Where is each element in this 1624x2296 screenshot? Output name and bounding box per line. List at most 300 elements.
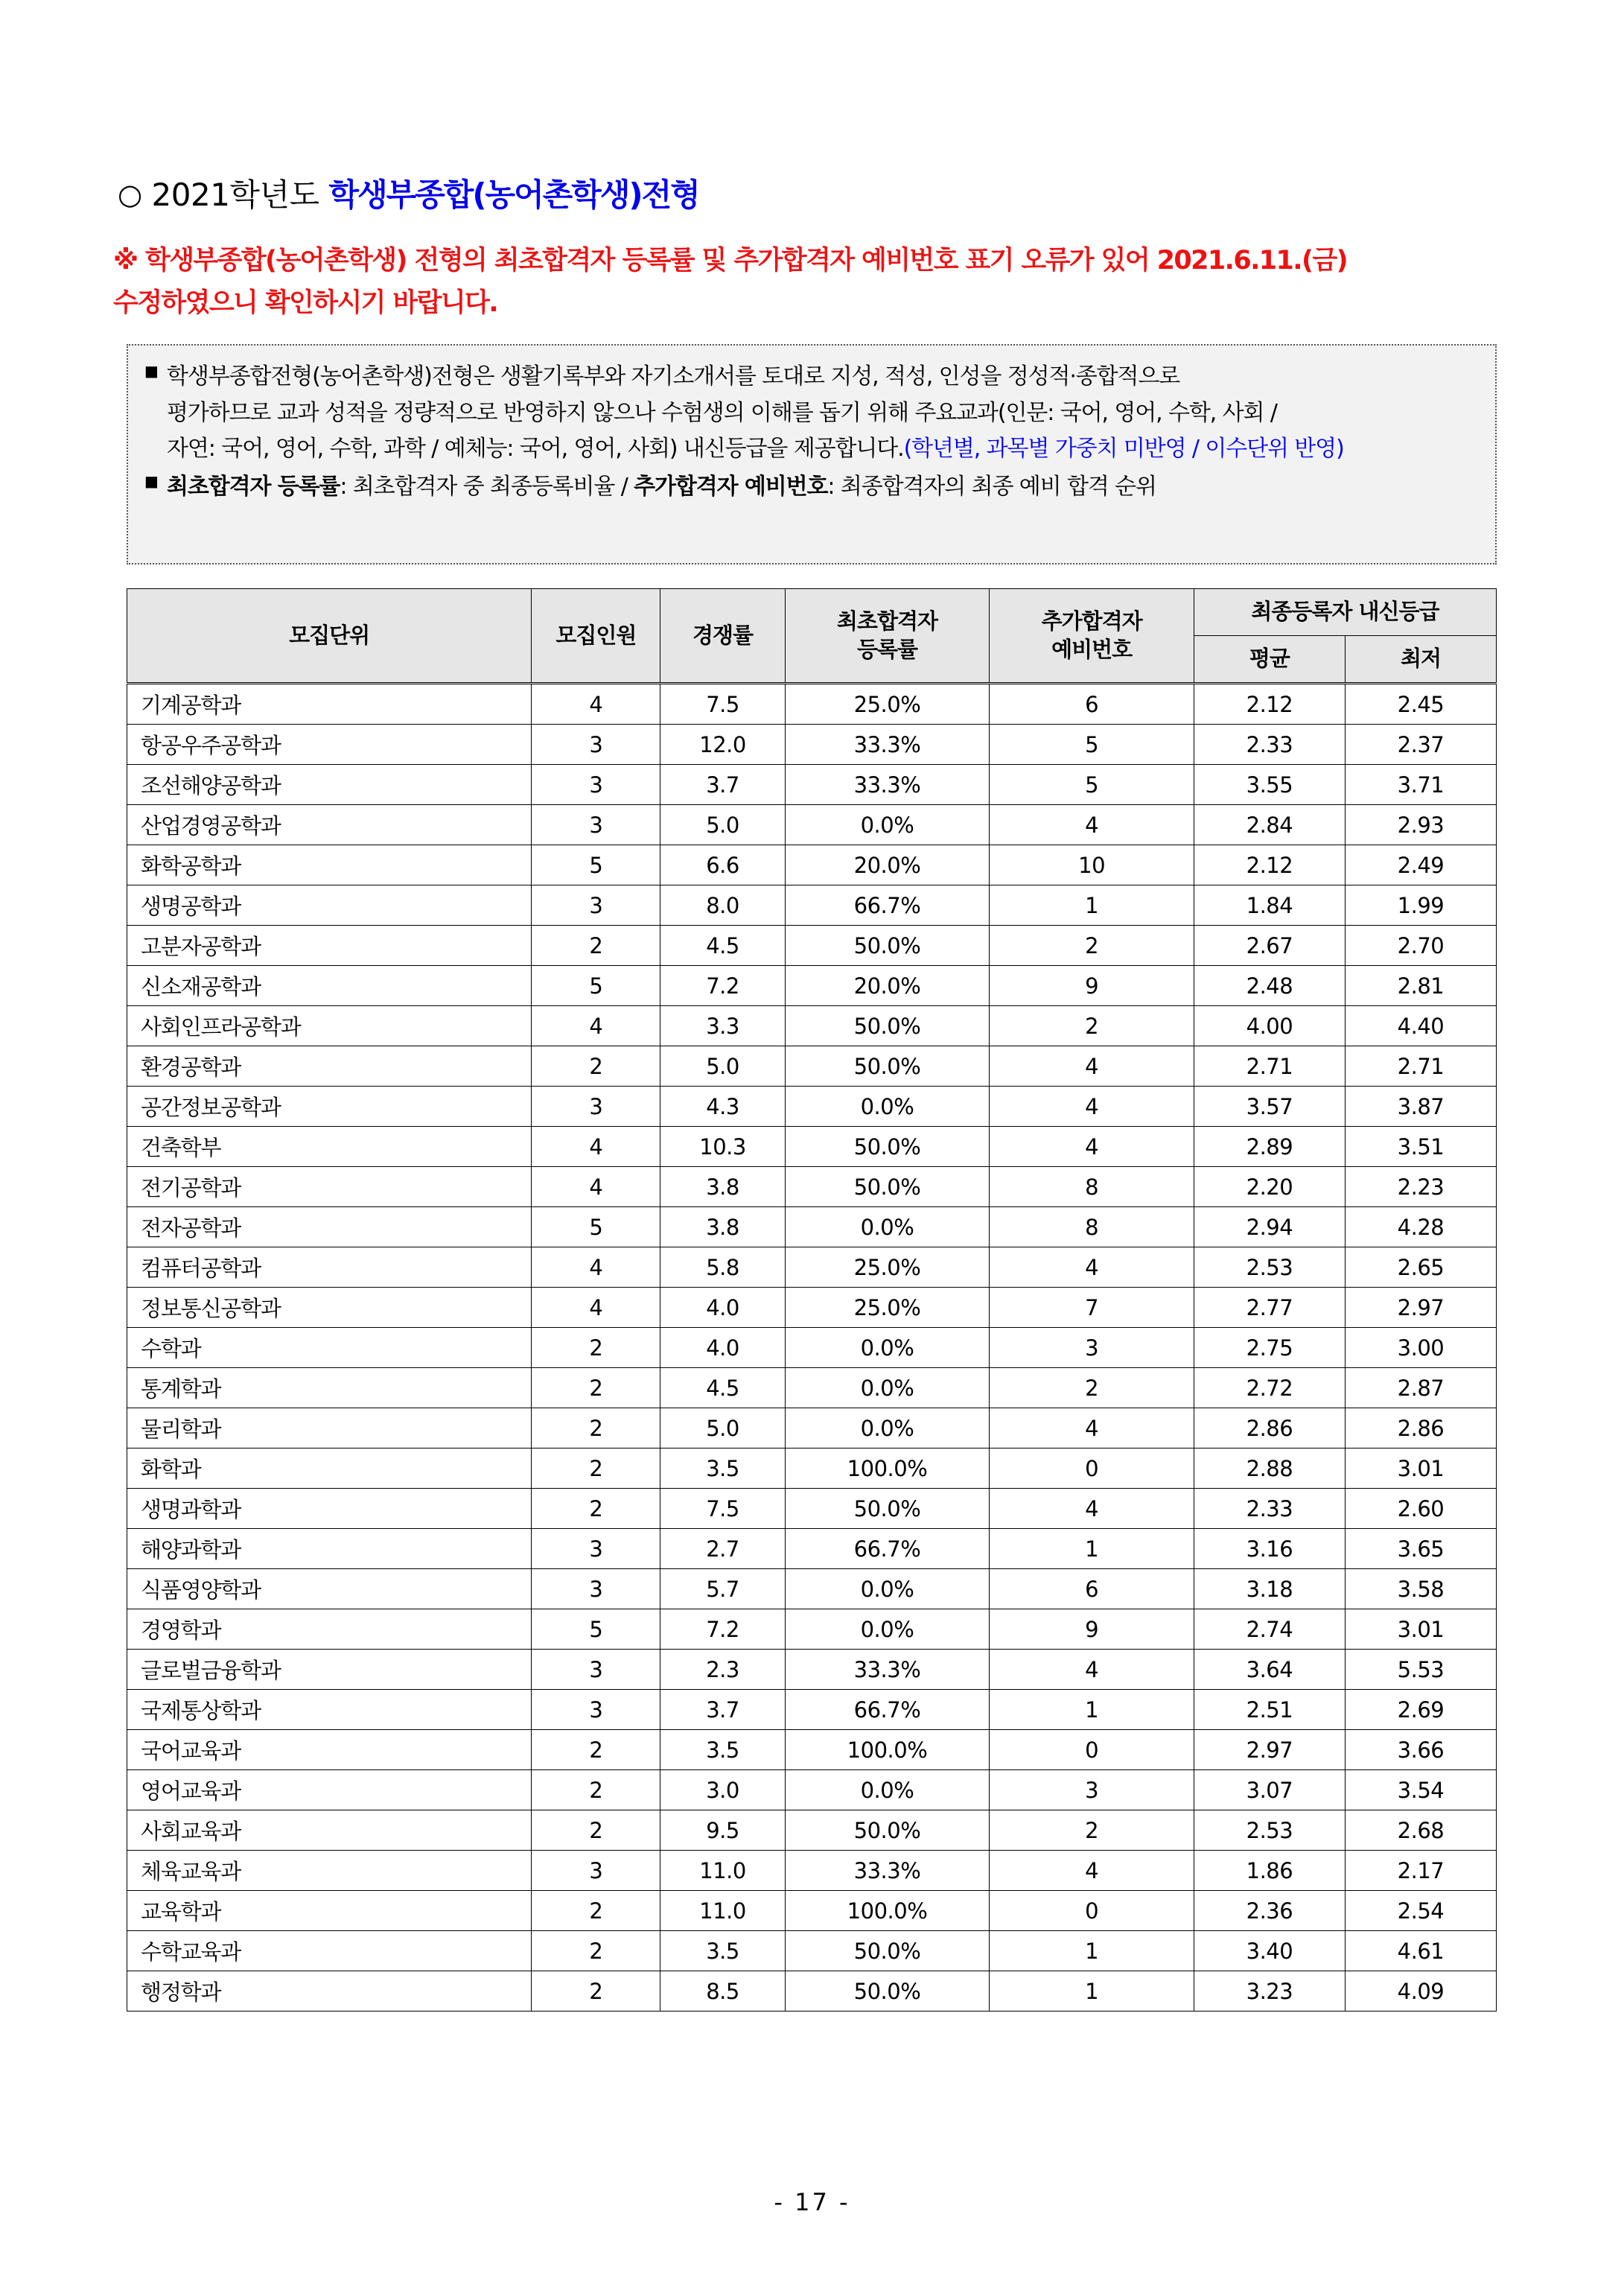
cell-grade-lowest: 4.61 bbox=[1345, 1931, 1496, 1971]
explanatory-note-box bbox=[127, 344, 1497, 565]
cell-enrollment-rate: 50.0% bbox=[785, 1489, 990, 1529]
cell-enrollment-rate: 50.0% bbox=[785, 1971, 990, 2012]
table-row bbox=[127, 805, 1497, 845]
cell-ratio: 3.8 bbox=[660, 1167, 785, 1207]
cell-unit: 신소재공학과 bbox=[127, 966, 532, 1006]
cell-waitlist-number: 1 bbox=[990, 1690, 1194, 1730]
note-item-evaluation-line-1: 학생부종합전형(농어촌학생)전형은 생활기록부와 자기소개서를 토대로 지성, 적성, 인성을 정성적·종합적으로 bbox=[167, 363, 1180, 389]
table-row bbox=[127, 1931, 1497, 1971]
cell-quota: 5 bbox=[532, 1207, 660, 1247]
cell-grade-average: 2.12 bbox=[1194, 684, 1345, 725]
correction-notice bbox=[113, 240, 1528, 324]
table-row bbox=[127, 1408, 1497, 1448]
cell-unit: 조선해양공학과 bbox=[127, 765, 532, 805]
table-body bbox=[127, 684, 1497, 2012]
note-item-definitions-line bbox=[167, 469, 1479, 506]
cell-enrollment-rate: 20.0% bbox=[785, 845, 990, 885]
cell-waitlist-number: 9 bbox=[990, 966, 1194, 1006]
cell-ratio: 5.8 bbox=[660, 1247, 785, 1288]
page-title bbox=[118, 176, 699, 215]
cell-enrollment-rate: 0.0% bbox=[785, 1328, 990, 1368]
cell-unit: 건축학부 bbox=[127, 1127, 532, 1167]
table-row bbox=[127, 926, 1497, 966]
cell-unit: 해양과학과 bbox=[127, 1529, 532, 1569]
cell-waitlist-number: 8 bbox=[990, 1167, 1194, 1207]
cell-unit: 생명공학과 bbox=[127, 885, 532, 926]
cell-grade-lowest: 4.40 bbox=[1345, 1006, 1496, 1046]
table-row bbox=[127, 1046, 1497, 1087]
cell-quota: 5 bbox=[532, 966, 660, 1006]
cell-enrollment-rate: 50.0% bbox=[785, 926, 990, 966]
cell-enrollment-rate: 50.0% bbox=[785, 1006, 990, 1046]
cell-quota: 4 bbox=[532, 1247, 660, 1288]
cell-ratio: 3.3 bbox=[660, 1006, 785, 1046]
cell-ratio: 7.2 bbox=[660, 966, 785, 1006]
cell-ratio: 4.3 bbox=[660, 1087, 785, 1127]
table-row bbox=[127, 1569, 1497, 1609]
cell-enrollment-rate: 50.0% bbox=[785, 1046, 990, 1087]
cell-waitlist-number: 9 bbox=[990, 1609, 1194, 1650]
table-row bbox=[127, 1087, 1497, 1127]
table-row bbox=[127, 1891, 1497, 1931]
cell-grade-average: 2.33 bbox=[1194, 1489, 1345, 1529]
cell-enrollment-rate: 33.3% bbox=[785, 765, 990, 805]
cell-ratio: 8.0 bbox=[660, 885, 785, 926]
table-row bbox=[127, 1650, 1497, 1690]
cell-unit: 항공우주공학과 bbox=[127, 725, 532, 765]
table-row bbox=[127, 1489, 1497, 1529]
cell-grade-average: 2.89 bbox=[1194, 1127, 1345, 1167]
cell-grade-average: 2.53 bbox=[1194, 1247, 1345, 1288]
cell-unit: 화학과 bbox=[127, 1448, 532, 1489]
cell-unit: 화학공학과 bbox=[127, 845, 532, 885]
cell-waitlist-number: 3 bbox=[990, 1328, 1194, 1368]
cell-unit: 사회인프라공학과 bbox=[127, 1006, 532, 1046]
title-track-name: 학생부종합(농어촌학생)전형 bbox=[328, 177, 699, 213]
cell-enrollment-rate: 66.7% bbox=[785, 1529, 990, 1569]
cell-unit: 글로벌금융학과 bbox=[127, 1650, 532, 1690]
cell-waitlist-number: 1 bbox=[990, 885, 1194, 926]
cell-unit: 전자공학과 bbox=[127, 1207, 532, 1247]
cell-waitlist-number: 2 bbox=[990, 1810, 1194, 1851]
cell-quota: 5 bbox=[532, 845, 660, 885]
table-row bbox=[127, 1810, 1497, 1851]
cell-waitlist-number: 2 bbox=[990, 926, 1194, 966]
cell-enrollment-rate: 33.3% bbox=[785, 1650, 990, 1690]
col-header-grade-group: 최종등록자 내신등급 bbox=[1194, 589, 1496, 636]
note-item-definitions bbox=[144, 469, 1479, 506]
table-row bbox=[127, 1730, 1497, 1770]
cell-unit: 물리학과 bbox=[127, 1408, 532, 1448]
cell-waitlist-number: 0 bbox=[990, 1891, 1194, 1931]
cell-grade-average: 2.77 bbox=[1194, 1288, 1345, 1328]
cell-enrollment-rate: 0.0% bbox=[785, 1368, 990, 1408]
cell-grade-average: 2.88 bbox=[1194, 1448, 1345, 1489]
cell-waitlist-number: 4 bbox=[990, 1127, 1194, 1167]
cell-ratio: 5.0 bbox=[660, 805, 785, 845]
table-row bbox=[127, 1368, 1497, 1408]
cell-grade-average: 4.00 bbox=[1194, 1006, 1345, 1046]
cell-unit: 정보통신공학과 bbox=[127, 1288, 532, 1328]
cell-ratio: 11.0 bbox=[660, 1851, 785, 1891]
cell-waitlist-number: 5 bbox=[990, 725, 1194, 765]
table-row bbox=[127, 1971, 1497, 2012]
cell-waitlist-number: 1 bbox=[990, 1971, 1194, 2012]
cell-ratio: 5.0 bbox=[660, 1408, 785, 1448]
cell-unit: 컴퓨터공학과 bbox=[127, 1247, 532, 1288]
cell-grade-average: 2.97 bbox=[1194, 1730, 1345, 1770]
cell-ratio: 8.5 bbox=[660, 1971, 785, 2012]
table-row bbox=[127, 1247, 1497, 1288]
table-row bbox=[127, 1288, 1497, 1328]
cell-enrollment-rate: 50.0% bbox=[785, 1127, 990, 1167]
table-row bbox=[127, 684, 1497, 725]
cell-grade-lowest: 3.58 bbox=[1345, 1569, 1496, 1609]
cell-ratio: 11.0 bbox=[660, 1891, 785, 1931]
cell-waitlist-number: 4 bbox=[990, 805, 1194, 845]
cell-quota: 2 bbox=[532, 1770, 660, 1810]
table-row bbox=[127, 1127, 1497, 1167]
cell-ratio: 3.8 bbox=[660, 1207, 785, 1247]
table-row bbox=[127, 1851, 1497, 1891]
cell-quota: 3 bbox=[532, 1087, 660, 1127]
table-row bbox=[127, 1448, 1497, 1489]
cell-unit: 환경공학과 bbox=[127, 1046, 532, 1087]
cell-grade-lowest: 3.01 bbox=[1345, 1609, 1496, 1650]
cell-quota: 4 bbox=[532, 684, 660, 725]
cell-grade-lowest: 2.69 bbox=[1345, 1690, 1496, 1730]
table-row bbox=[127, 1207, 1497, 1247]
cell-waitlist-number: 5 bbox=[990, 765, 1194, 805]
cell-quota: 5 bbox=[532, 1609, 660, 1650]
cell-quota: 2 bbox=[532, 1971, 660, 2012]
cell-grade-lowest: 3.66 bbox=[1345, 1730, 1496, 1770]
table-header bbox=[127, 589, 1497, 684]
cell-ratio: 3.5 bbox=[660, 1448, 785, 1489]
table-header-row-primary bbox=[127, 589, 1497, 636]
note-item-evaluation-weight-remark: (학년별, 과목별 가중치 미반영 / 이수단위 반영) bbox=[903, 436, 1344, 462]
cell-waitlist-number: 1 bbox=[990, 1529, 1194, 1569]
note-item-evaluation-line-3-text: 자연: 국어, 영어, 수학, 과학 / 예체능: 국어, 영어, 사회) 내신등급을 제공합니다. bbox=[167, 436, 904, 462]
cell-enrollment-rate: 50.0% bbox=[785, 1810, 990, 1851]
cell-grade-lowest: 3.01 bbox=[1345, 1448, 1496, 1489]
cell-ratio: 4.5 bbox=[660, 926, 785, 966]
cell-waitlist-number: 0 bbox=[990, 1448, 1194, 1489]
col-header-grade-lowest: 최저 bbox=[1345, 636, 1496, 684]
cell-grade-average: 2.12 bbox=[1194, 845, 1345, 885]
cell-grade-average: 2.84 bbox=[1194, 805, 1345, 845]
col-header-grade-average: 평균 bbox=[1194, 636, 1345, 684]
cell-enrollment-rate: 0.0% bbox=[785, 1569, 990, 1609]
cell-unit: 전기공학과 bbox=[127, 1167, 532, 1207]
note-item-evaluation-line-2: 평가하므로 교과 성적을 정량적으로 반영하지 않으나 수험생의 이해를 돕기 위해 주요교과(인문: 국어, 영어, 수학, 사회 / bbox=[167, 399, 1277, 426]
cell-quota: 4 bbox=[532, 1006, 660, 1046]
cell-enrollment-rate: 66.7% bbox=[785, 885, 990, 926]
cell-waitlist-number: 6 bbox=[990, 1569, 1194, 1609]
square-bullet-icon: ■ bbox=[144, 362, 158, 380]
cell-unit: 고분자공학과 bbox=[127, 926, 532, 966]
col-header-first-round-enrollment bbox=[785, 589, 990, 684]
cell-enrollment-rate: 0.0% bbox=[785, 1609, 990, 1650]
cell-ratio: 4.0 bbox=[660, 1328, 785, 1368]
cell-grade-lowest: 2.49 bbox=[1345, 845, 1496, 885]
cell-quota: 2 bbox=[532, 1810, 660, 1851]
note-item-evaluation bbox=[144, 359, 1479, 468]
cell-enrollment-rate: 50.0% bbox=[785, 1931, 990, 1971]
cell-quota: 4 bbox=[532, 1288, 660, 1328]
cell-ratio: 7.5 bbox=[660, 1489, 785, 1529]
cell-quota: 3 bbox=[532, 1851, 660, 1891]
definition-label-waitlist-number: 추가합격자 예비번호 bbox=[634, 473, 828, 500]
cell-ratio: 7.5 bbox=[660, 684, 785, 725]
cell-grade-lowest: 3.51 bbox=[1345, 1127, 1496, 1167]
cell-waitlist-number: 4 bbox=[990, 1247, 1194, 1288]
cell-enrollment-rate: 66.7% bbox=[785, 1690, 990, 1730]
cell-ratio: 3.5 bbox=[660, 1931, 785, 1971]
cell-quota: 3 bbox=[532, 725, 660, 765]
cell-enrollment-rate: 25.0% bbox=[785, 1247, 990, 1288]
cell-grade-average: 2.67 bbox=[1194, 926, 1345, 966]
notice-line-2: 수정하였으니 확인하시기 바랍니다. bbox=[113, 287, 498, 318]
cell-unit: 통계학과 bbox=[127, 1368, 532, 1408]
cell-unit: 체육교육과 bbox=[127, 1851, 532, 1891]
cell-quota: 2 bbox=[532, 1408, 660, 1448]
cell-grade-average: 3.64 bbox=[1194, 1650, 1345, 1690]
cell-quota: 3 bbox=[532, 1650, 660, 1690]
cell-quota: 2 bbox=[532, 1046, 660, 1087]
cell-ratio: 6.6 bbox=[660, 845, 785, 885]
table-row bbox=[127, 1529, 1497, 1569]
cell-waitlist-number: 3 bbox=[990, 1770, 1194, 1810]
table-row bbox=[127, 845, 1497, 885]
cell-waitlist-number: 8 bbox=[990, 1207, 1194, 1247]
table-row bbox=[127, 1770, 1497, 1810]
table-row bbox=[127, 1609, 1497, 1650]
cell-quota: 2 bbox=[532, 1448, 660, 1489]
cell-waitlist-number: 10 bbox=[990, 845, 1194, 885]
cell-grade-lowest: 3.87 bbox=[1345, 1087, 1496, 1127]
col-header-unit: 모집단위 bbox=[127, 589, 532, 684]
col-header-waitlist-line2: 예비번호 bbox=[1051, 636, 1133, 662]
cell-grade-lowest: 2.71 bbox=[1345, 1046, 1496, 1087]
table-row bbox=[127, 885, 1497, 926]
cell-grade-lowest: 5.53 bbox=[1345, 1650, 1496, 1690]
cell-grade-average: 1.84 bbox=[1194, 885, 1345, 926]
cell-grade-average: 3.55 bbox=[1194, 765, 1345, 805]
cell-enrollment-rate: 20.0% bbox=[785, 966, 990, 1006]
cell-ratio: 4.0 bbox=[660, 1288, 785, 1328]
cell-grade-lowest: 2.45 bbox=[1345, 684, 1496, 725]
cell-grade-average: 2.48 bbox=[1194, 966, 1345, 1006]
cell-enrollment-rate: 0.0% bbox=[785, 1770, 990, 1810]
cell-grade-lowest: 1.99 bbox=[1345, 885, 1496, 926]
cell-grade-average: 3.23 bbox=[1194, 1971, 1345, 2012]
cell-unit: 공간정보공학과 bbox=[127, 1087, 532, 1127]
cell-grade-lowest: 2.93 bbox=[1345, 805, 1496, 845]
admissions-statistics-table bbox=[127, 588, 1497, 2012]
table-row bbox=[127, 1690, 1497, 1730]
page-number: - 17 - bbox=[774, 2188, 850, 2216]
col-header-waitlist-line1: 추가합격자 bbox=[1041, 608, 1142, 634]
square-bullet-icon: ■ bbox=[144, 471, 158, 490]
cell-waitlist-number: 6 bbox=[990, 684, 1194, 725]
table-row bbox=[127, 1167, 1497, 1207]
cell-grade-average: 2.74 bbox=[1194, 1609, 1345, 1650]
cell-unit: 기계공학과 bbox=[127, 684, 532, 725]
col-header-first-round-enrollment-line1: 최초합격자 bbox=[836, 608, 937, 634]
cell-quota: 2 bbox=[532, 1489, 660, 1529]
col-header-waitlist bbox=[990, 589, 1194, 684]
cell-enrollment-rate: 25.0% bbox=[785, 1288, 990, 1328]
definition-text-enrollment-rate: : 최초합격자 중 최종등록비율 / bbox=[340, 473, 634, 500]
cell-grade-lowest: 3.54 bbox=[1345, 1770, 1496, 1810]
cell-quota: 2 bbox=[532, 1891, 660, 1931]
cell-enrollment-rate: 33.3% bbox=[785, 725, 990, 765]
cell-grade-lowest: 2.87 bbox=[1345, 1368, 1496, 1408]
cell-quota: 2 bbox=[532, 1368, 660, 1408]
cell-waitlist-number: 4 bbox=[990, 1851, 1194, 1891]
cell-enrollment-rate: 0.0% bbox=[785, 1408, 990, 1448]
cell-quota: 2 bbox=[532, 926, 660, 966]
cell-quota: 2 bbox=[532, 1328, 660, 1368]
cell-enrollment-rate: 100.0% bbox=[785, 1730, 990, 1770]
cell-grade-lowest: 2.60 bbox=[1345, 1489, 1496, 1529]
cell-quota: 4 bbox=[532, 1167, 660, 1207]
cell-grade-lowest: 4.09 bbox=[1345, 1971, 1496, 2012]
cell-waitlist-number: 2 bbox=[990, 1368, 1194, 1408]
cell-ratio: 2.3 bbox=[660, 1650, 785, 1690]
definition-label-enrollment-rate: 최초합격자 등록률 bbox=[167, 473, 340, 500]
cell-unit: 생명과학과 bbox=[127, 1489, 532, 1529]
cell-quota: 3 bbox=[532, 1529, 660, 1569]
cell-grade-average: 3.57 bbox=[1194, 1087, 1345, 1127]
cell-grade-average: 2.94 bbox=[1194, 1207, 1345, 1247]
cell-waitlist-number: 1 bbox=[990, 1931, 1194, 1971]
cell-quota: 3 bbox=[532, 765, 660, 805]
cell-waitlist-number: 4 bbox=[990, 1489, 1194, 1529]
cell-grade-lowest: 2.70 bbox=[1345, 926, 1496, 966]
definition-text-waitlist-number: : 최종합격자의 최종 예비 합격 순위 bbox=[827, 473, 1156, 500]
cell-grade-lowest: 2.54 bbox=[1345, 1891, 1496, 1931]
cell-waitlist-number: 4 bbox=[990, 1408, 1194, 1448]
cell-grade-average: 1.86 bbox=[1194, 1851, 1345, 1891]
cell-grade-lowest: 2.23 bbox=[1345, 1167, 1496, 1207]
cell-grade-lowest: 2.17 bbox=[1345, 1851, 1496, 1891]
cell-grade-average: 2.20 bbox=[1194, 1167, 1345, 1207]
cell-grade-lowest: 2.65 bbox=[1345, 1247, 1496, 1288]
cell-quota: 3 bbox=[532, 1569, 660, 1609]
cell-ratio: 3.0 bbox=[660, 1770, 785, 1810]
cell-grade-average: 3.16 bbox=[1194, 1529, 1345, 1569]
cell-grade-average: 3.07 bbox=[1194, 1770, 1345, 1810]
cell-quota: 2 bbox=[532, 1931, 660, 1971]
cell-unit: 수학교육과 bbox=[127, 1931, 532, 1971]
cell-enrollment-rate: 33.3% bbox=[785, 1851, 990, 1891]
cell-grade-lowest: 3.71 bbox=[1345, 765, 1496, 805]
cell-grade-average: 2.53 bbox=[1194, 1810, 1345, 1851]
cell-unit: 산업경영공학과 bbox=[127, 805, 532, 845]
cell-waitlist-number: 4 bbox=[990, 1046, 1194, 1087]
cell-quota: 3 bbox=[532, 1690, 660, 1730]
cell-grade-average: 2.36 bbox=[1194, 1891, 1345, 1931]
cell-unit: 영어교육과 bbox=[127, 1770, 532, 1810]
cell-enrollment-rate: 0.0% bbox=[785, 805, 990, 845]
cell-ratio: 3.7 bbox=[660, 765, 785, 805]
cell-waitlist-number: 4 bbox=[990, 1087, 1194, 1127]
cell-grade-lowest: 4.28 bbox=[1345, 1207, 1496, 1247]
cell-unit: 행정학과 bbox=[127, 1971, 532, 2012]
cell-ratio: 5.0 bbox=[660, 1046, 785, 1087]
cell-quota: 3 bbox=[532, 885, 660, 926]
cell-grade-average: 2.72 bbox=[1194, 1368, 1345, 1408]
cell-grade-average: 2.71 bbox=[1194, 1046, 1345, 1087]
cell-ratio: 2.7 bbox=[660, 1529, 785, 1569]
cell-ratio: 3.7 bbox=[660, 1690, 785, 1730]
cell-grade-lowest: 2.81 bbox=[1345, 966, 1496, 1006]
cell-unit: 수학과 bbox=[127, 1328, 532, 1368]
cell-grade-lowest: 2.68 bbox=[1345, 1810, 1496, 1851]
cell-unit: 경영학과 bbox=[127, 1609, 532, 1650]
col-header-first-round-enrollment-line2: 등록률 bbox=[856, 636, 917, 662]
cell-grade-average: 2.86 bbox=[1194, 1408, 1345, 1448]
cell-waitlist-number: 2 bbox=[990, 1006, 1194, 1046]
table-row bbox=[127, 966, 1497, 1006]
cell-grade-average: 2.51 bbox=[1194, 1690, 1345, 1730]
cell-ratio: 5.7 bbox=[660, 1569, 785, 1609]
table-row bbox=[127, 1328, 1497, 1368]
cell-unit: 사회교육과 bbox=[127, 1810, 532, 1851]
note-item-evaluation-line-3 bbox=[167, 431, 1479, 468]
cell-unit: 식품영양학과 bbox=[127, 1569, 532, 1609]
cell-grade-average: 2.75 bbox=[1194, 1328, 1345, 1368]
cell-grade-lowest: 3.00 bbox=[1345, 1328, 1496, 1368]
cell-unit: 국제통상학과 bbox=[127, 1690, 532, 1730]
cell-enrollment-rate: 25.0% bbox=[785, 684, 990, 725]
cell-ratio: 3.5 bbox=[660, 1730, 785, 1770]
cell-enrollment-rate: 100.0% bbox=[785, 1448, 990, 1489]
cell-enrollment-rate: 0.0% bbox=[785, 1207, 990, 1247]
cell-waitlist-number: 4 bbox=[990, 1650, 1194, 1690]
notice-line-1: ※ 학생부종합(농어촌학생) 전형의 최초합격자 등록률 및 추가합격자 예비번호 표기 오류가 있어 2021.6.11.(금) bbox=[113, 246, 1347, 276]
cell-grade-average: 3.40 bbox=[1194, 1931, 1345, 1971]
cell-waitlist-number: 0 bbox=[990, 1730, 1194, 1770]
cell-ratio: 12.0 bbox=[660, 725, 785, 765]
cell-enrollment-rate: 0.0% bbox=[785, 1087, 990, 1127]
cell-quota: 4 bbox=[532, 1127, 660, 1167]
bullet-circle-icon: ○ bbox=[118, 178, 142, 211]
cell-ratio: 4.5 bbox=[660, 1368, 785, 1408]
table-row bbox=[127, 765, 1497, 805]
cell-waitlist-number: 7 bbox=[990, 1288, 1194, 1328]
col-header-ratio: 경쟁률 bbox=[660, 589, 785, 684]
cell-grade-lowest: 2.37 bbox=[1345, 725, 1496, 765]
cell-grade-lowest: 2.97 bbox=[1345, 1288, 1496, 1328]
cell-quota: 2 bbox=[532, 1730, 660, 1770]
cell-quota: 3 bbox=[532, 805, 660, 845]
cell-unit: 국어교육과 bbox=[127, 1730, 532, 1770]
table-row bbox=[127, 1006, 1497, 1046]
cell-grade-average: 2.33 bbox=[1194, 725, 1345, 765]
cell-grade-lowest: 3.65 bbox=[1345, 1529, 1496, 1569]
cell-ratio: 10.3 bbox=[660, 1127, 785, 1167]
col-header-quota: 모집인원 bbox=[532, 589, 660, 684]
cell-enrollment-rate: 50.0% bbox=[785, 1167, 990, 1207]
cell-enrollment-rate: 100.0% bbox=[785, 1891, 990, 1931]
cell-grade-average: 3.18 bbox=[1194, 1569, 1345, 1609]
cell-ratio: 7.2 bbox=[660, 1609, 785, 1650]
table-row bbox=[127, 725, 1497, 765]
cell-grade-lowest: 2.86 bbox=[1345, 1408, 1496, 1448]
